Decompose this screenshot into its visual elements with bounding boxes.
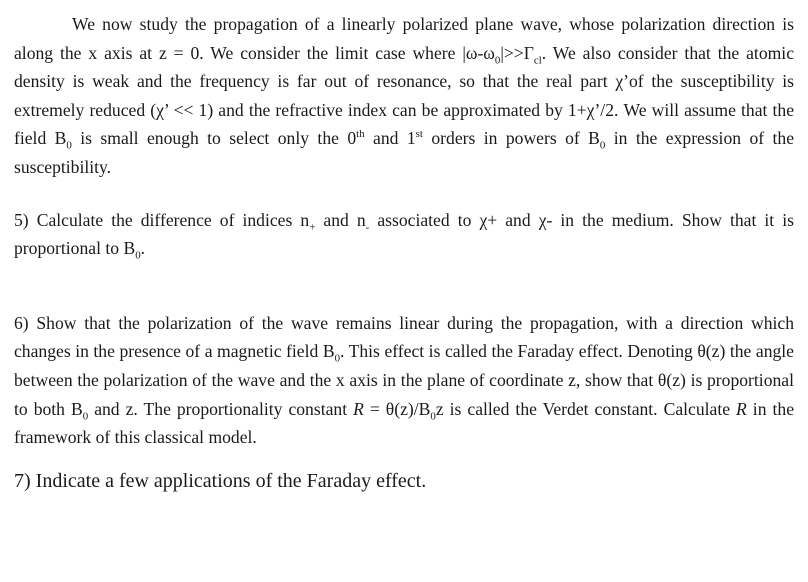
intro-paragraph: We now study the propagation of a linearly polarized plane wave, whose polarization direction is along the x axis at z = 0. We consider the limit case where $|\omega-\omega_0|>>\Gamma_{cl}$. We also consider that the atomic density is weak and the frequency is far out of resonance, so that the real part χ’of the susceptibility is extremely reduced (χ’ << 1) and the refractive index can be approximated by 1+χ’/2. We will assume that the field $B_0$ is small enough to select only the 0th and 1st orders in powers of $B_0$ in the expression of the susceptibility. — [14, 14, 795, 177]
question-5: 5) Calculate the difference of indices $n_+$ and $n_-$ associated to χ+ and χ- in the medium. Show that it is proportional to $B_0$. — [14, 209, 794, 262]
question-7: 7) Indicate a few applications of the Faraday effect. — [14, 469, 427, 492]
question-6: 6) Show that the polarization of the wave remains linear during the propagation, with a direction which changes in the presence of a magnetic field $B_0$. This effect is called the Faraday effect. Denoting θ(z) the angle between the polarization of the wave and the x axis in the plane of coordinate z, show that θ(z) is proportional to both $B_0$ and z. The proportionality constant $R = \theta(z)/B_0z$ is called the Verdet constant. Calculate R in the framework of this classical model. — [14, 312, 795, 448]
document-page — [14, 10, 794, 496]
